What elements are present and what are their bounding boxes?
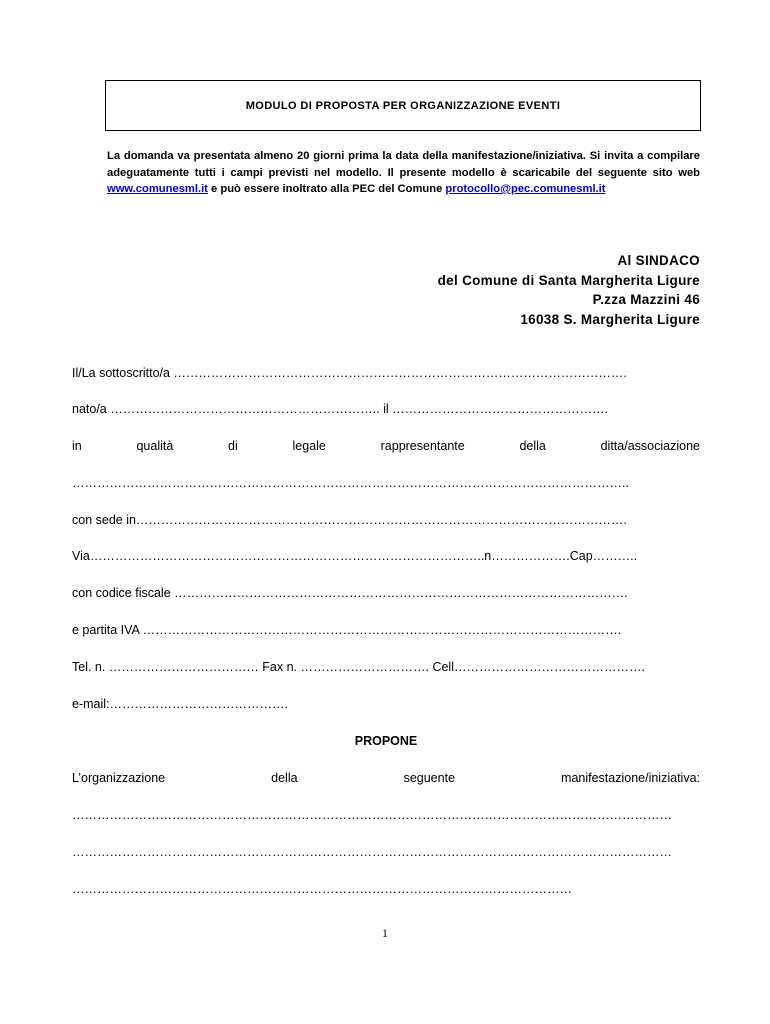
recipient-line-4: 16038 S. Margherita Ligure — [520, 312, 700, 327]
propone-word: della — [271, 771, 298, 785]
qualita-word: in — [72, 439, 82, 453]
qualita-word: ditta/associazione — [600, 439, 700, 453]
field-manifestazione-1[interactable]: ……………………………………………………………………………………………………………………………… — [72, 808, 672, 822]
propone-word: L’organizzazione — [72, 771, 166, 785]
field-codice-fiscale[interactable]: con codice fiscale ………………………………………………………………………………………………. — [72, 586, 628, 600]
intro-text-continued: e può essere inoltrato alla PEC del Comune — [207, 183, 446, 195]
qualita-line — [72, 439, 700, 453]
intro-paragraph — [107, 148, 700, 198]
field-sottoscritto[interactable]: Il/La sottoscritto/a ………………………………………………………………………………………………. — [72, 366, 627, 380]
field-manifestazione-3[interactable]: ………………………………………………………………………………………………………… — [72, 882, 572, 896]
propone-word: seguente — [403, 771, 456, 785]
qualita-word: legale — [292, 439, 326, 453]
intro-text: La domanda va presentata almeno 20 giorni prima la data della manifestazione/iniziativa. Si invita a compilare adeguatamente tutti i campi previsti nel modello. Il presente modello è scaricabile del seguente sito web — [107, 150, 700, 179]
field-email[interactable]: e-mail:……………………………………. — [72, 697, 288, 711]
propone-word: manifestazione/iniziativa: — [561, 771, 700, 785]
field-manifestazione-2[interactable]: ……………………………………………………………………………………………………………………………… — [72, 845, 672, 859]
field-telefono-fax-cell[interactable]: Tel. n. ……………………………… Fax n. …………………………. Cell………………………………………. — [72, 660, 645, 674]
propone-heading: PROPONE — [354, 734, 418, 748]
field-luogo-data-nascita[interactable]: nato/a ……………………………………………………….. il ……………………………………………. — [72, 402, 609, 416]
qualita-word: rappresentante — [380, 439, 465, 453]
recipient-line-1: Al SINDACO — [617, 253, 700, 268]
field-ditta-associazione[interactable]: …………………………………………………………………………………………………………………….. — [72, 476, 629, 490]
website-link[interactable]: www.comunesml.it — [107, 183, 208, 195]
field-partita-iva[interactable]: e partita IVA ……………………………………………………………………………………………………. — [72, 623, 622, 637]
qualita-word: di — [228, 439, 238, 453]
page-number: 1 — [382, 926, 388, 940]
qualita-word: della — [519, 439, 546, 453]
form-title: MODULO DI PROPOSTA PER ORGANIZZAZIONE EVENTI — [105, 80, 701, 131]
pec-email-link[interactable]: protocollo@pec.comunesml.it — [445, 183, 606, 195]
field-sede[interactable]: con sede in………………………………………………………………………………………………………. — [72, 513, 627, 527]
recipient-line-3: P.zza Mazzini 46 — [592, 292, 700, 307]
qualita-word: qualità — [136, 439, 174, 453]
recipient-line-2: del Comune di Santa Margherita Ligure — [437, 273, 700, 288]
propone-line — [72, 771, 700, 785]
field-via-numero-cap[interactable]: Via…………………………………………………………………………………..n……………….Cap……….. — [72, 549, 638, 563]
